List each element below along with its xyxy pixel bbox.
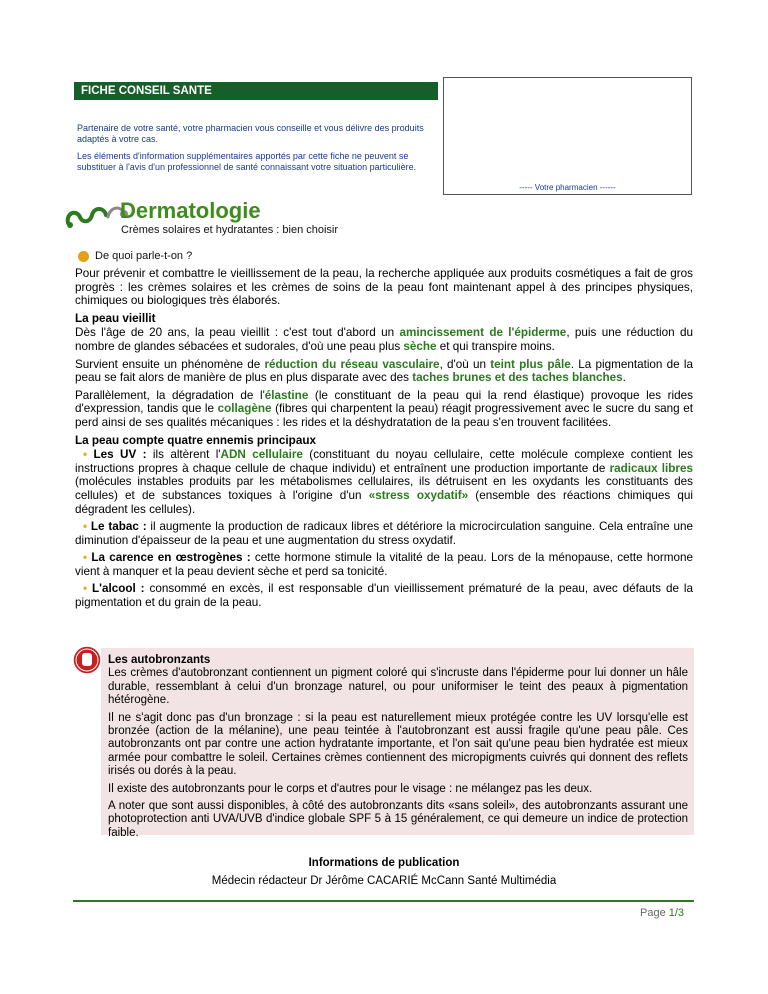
keyword: collagène xyxy=(217,402,272,416)
bullet-icon: • xyxy=(83,582,88,596)
bullet-icon: • xyxy=(83,551,88,565)
bullet-icon: • xyxy=(83,448,88,462)
panel-paragraph: Il existe des autobronzants pour le corps et d'autres pour le visage : ne mélangez pas les deux. xyxy=(108,782,593,795)
panel-paragraph: Les crèmes d'autobronzant contiennent un pigment coloré qui s'incruste dans l'épiderme pour lui donner un hâle durable, ressemblant à celui d'un bronzage naturel, ou pour uniformiser le teint des peaux à pigmentation hétérogène. xyxy=(108,667,688,707)
keyword: réduction du réseau vasculaire xyxy=(264,357,440,371)
keyword: amincissement de l'épiderme xyxy=(399,326,567,340)
autobronzant-panel xyxy=(101,648,694,839)
list-item: • Les UV : ils altèrent l'ADN cellulaire (constituant du noyau cellulaire, cette molécule complexe contient les instructions propres à chaque cellule de chaque individu) et entraînent une production importante de radicaux libres (molécules instables produits par les métabolismes cellulaires, ils détruisent en les oxydants les constituants des cellules) et de substances toxiques à l'origine d'un «stress oxydatif» (ensemble des réactions chimiques qui dégradent les cellules). xyxy=(75,448,694,516)
paragraph: Pour prévenir et combattre le vieillissement de la peau, la recherche appliquée aux produits cosmétiques a fait de gros progrès : les crèmes solaires et les crèmes de soins de la peau font maintenant appel à des principes physiques, chimiques ou biologiques très élaborés. xyxy=(75,267,693,308)
stop-hand-icon xyxy=(72,645,102,675)
publication-title: Informations de publication xyxy=(308,857,460,869)
list-item: • La carence en œstrogènes : cette hormone stimule la vitalité de la peau. Lors de la ménopause, cette hormone vient à manquer et la peau devient sèche et perd sa tonicité. xyxy=(75,551,693,578)
panel-paragraph: Il ne s'agit donc pas d'un bronzage : si la peau est naturellement mieux protégée contre les UV lorsqu'elle est bronzée (action de la mélanine), une peau teintée à l'autobronzant est aussi fragile qu'une peau pâle. Ces autobronzants ont par contre une action hydratante importante, et l'on sait qu'une peau bien hydratée est mieux armée pour combattre le soleil. Certaines crèmes contiennent des micropigments cuivrés qui donnent des reflets irisés ou dorés à la peau. xyxy=(108,711,688,778)
header-title: FICHE CONSEIL SANTE xyxy=(81,85,212,97)
subheading: La peau vieillit xyxy=(75,311,156,325)
pharmacist-label: ----- Votre pharmacien ------ xyxy=(519,183,616,192)
paragraph: Survient ensuite un phénomène de réduction du réseau vasculaire, d'où un teint plus pâle. La pigmentation de la peau se fait alors de manière de plus en plus disparate avec des taches brunes et des taches blanches. xyxy=(75,357,693,385)
footer-divider xyxy=(73,900,694,902)
question-text: De quoi parle-t-on ? xyxy=(95,250,193,262)
keyword: sèche xyxy=(403,339,437,353)
panel-paragraph: A noter que sont aussi disponibles, à côté des autobronzants dits «sans soleil», des autobronzants assurant une photoprotection anti UVA/UVB d'indice globale SPF 5 à 15 généralement, ce qui demeure un indice de protection faible. xyxy=(108,800,688,839)
header-title-bar xyxy=(74,82,438,100)
subheading: La peau compte quatre ennemis principaux xyxy=(75,433,316,447)
section-title: Dermatologie xyxy=(120,198,261,223)
header-intro: Partenaire de votre santé, votre pharmacien vous conseille et vous délivre des produits adaptés à votre cas. xyxy=(77,123,424,144)
keyword: radicaux libres xyxy=(609,461,693,475)
bullet-icon: • xyxy=(83,520,88,534)
page-number: Page 1/3 xyxy=(640,907,685,919)
section-subtitle: Crèmes solaires et hydratantes : bien choisir xyxy=(121,224,339,236)
pharmacist-stamp-box xyxy=(443,77,692,195)
paragraph: Parallèlement, la dégradation de l'élastine (le constituant de la peau qui la rend élastique) provoque les rides d'expression, tandis que le collagène (fibres qui charpentent la peau) réagit progressivement avec le sucre du sang et perd ainsi de ses qualités mécaniques : les rides et la déshydratation de la peau s'en trouvent facilitées. xyxy=(75,388,693,429)
list-item: • L'alcool : consommé en excès, il est responsable d'un vieillissement prématuré de la peau, avec défauts de la pigmentation et du grain de la peau. xyxy=(75,582,693,610)
keyword: teint plus pâle xyxy=(490,357,571,371)
paragraph: Dès l'âge de 20 ans, la peau vieillit : c'est tout d'abord un amincissement de l'épiderme, puis une réduction du nombre de glandes sébacées et sudorales, d'où une peau plus sèche et qui transpire moins. xyxy=(75,326,693,353)
question-heading xyxy=(78,250,192,262)
keyword: «stress oxydatif» xyxy=(368,488,469,502)
keyword: taches brunes et des taches blanches xyxy=(412,371,623,385)
list-item: • Le tabac : il augmente la production de radicaux libres et détériore la microcirculation sanguine. Cela entraîne une diminution d'épaisseur de la peau et une augmentation du stress oxydatif. xyxy=(75,520,693,547)
header-disclaimer: Les éléments d'information supplémentaires apportés par cette fiche ne peuvent se substituer à l'avis d'un professionnel de santé connaissant votre situation particulière. xyxy=(77,151,417,172)
main-content xyxy=(75,267,693,614)
keyword: ADN cellulaire xyxy=(220,448,303,462)
orange-bullet-icon xyxy=(78,251,89,262)
keyword: élastine xyxy=(264,388,309,402)
publication-text: Médecin rédacteur Dr Jérôme CACARIÉ McCann Santé Multimédia xyxy=(211,875,557,887)
panel-title: Les autobronzants xyxy=(108,654,211,666)
